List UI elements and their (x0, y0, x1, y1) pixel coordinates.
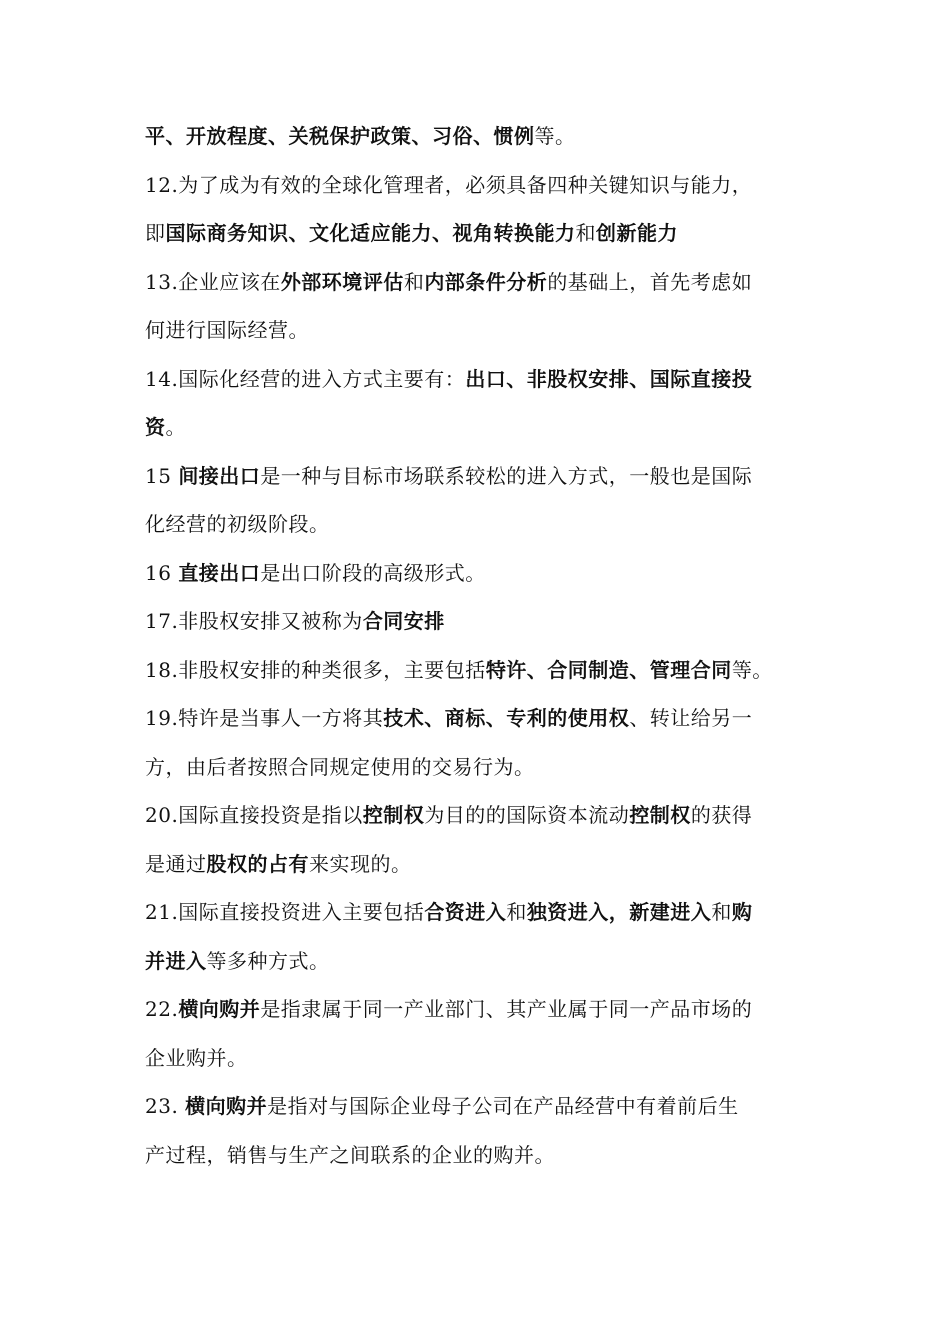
text-line (145, 452, 810, 501)
text-segment: 18.非股权安排的种类很多，主要包括 (145, 657, 486, 682)
text-line (145, 112, 810, 161)
text-line (145, 646, 810, 695)
bold-term: 独资进入，新建进入 (526, 900, 712, 924)
text-segment: 是出口阶段的高级形式。 (260, 560, 486, 585)
bold-term: 特许、合同制造、管理合同 (485, 657, 732, 682)
text-segment: 13.企业应该在 (145, 269, 281, 294)
text-line (145, 500, 810, 549)
bold-term: 平、开放程度、关税保护政策、习俗、惯例 (145, 124, 535, 148)
text-segment: 为目的的国际资本流动 (424, 803, 630, 827)
text-segment: 12.为了成为有效的全球化管理者，必须具备四种关键知识与能力， (145, 172, 753, 197)
bold-term: 国际商务知识、文化适应能力、视角转换能力 (165, 221, 576, 245)
text-segment: 和 (575, 221, 596, 245)
text-segment: 来实现的。 (309, 851, 412, 876)
bold-term: 技术、商标、专利的使用权 (383, 706, 630, 730)
text-segment: 的基础上，首先考虑如 (547, 269, 753, 294)
text-segment: 是指隶属于同一产业部门、其产业属于同一产品市场的 (260, 997, 753, 1021)
bold-term: 控制权 (629, 803, 691, 827)
bold-term: 间接出口 (178, 463, 261, 488)
text-segment: 16 (145, 560, 179, 585)
text-line (145, 1082, 810, 1131)
text-line (145, 258, 810, 307)
text-line (145, 403, 810, 452)
text-line (145, 161, 810, 210)
bold-term: 外部环境评估 (280, 269, 404, 294)
text-segment: 是通过 (145, 851, 207, 876)
text-line (145, 549, 810, 598)
bold-term: 并进入 (145, 948, 207, 973)
text-segment: 方，由后者按照合同规定使用的交易行为。 (145, 754, 535, 779)
text-line (145, 840, 810, 889)
text-segment: 23. (145, 1094, 186, 1118)
text-line (145, 1131, 810, 1180)
bold-term: 出口、非股权安排、国际直接投 (465, 366, 753, 391)
text-line (145, 694, 810, 743)
text-segment: 、转让给另一 (629, 706, 753, 730)
text-segment: 和 (506, 900, 527, 924)
text-line (145, 937, 810, 986)
text-segment: 。 (165, 415, 186, 439)
bold-term: 购 (731, 900, 753, 924)
text-segment: 是指对与国际企业母子公司在产品经营中有着前后生 (267, 1094, 739, 1118)
text-line (145, 743, 810, 792)
text-segment: 企业购并。 (145, 1045, 248, 1070)
text-segment: 和 (403, 269, 425, 294)
bold-term: 资 (145, 415, 166, 439)
text-segment: 14.国际化经营的进入方式主要有： (145, 366, 466, 391)
bold-term: 横向购并 (185, 1094, 268, 1118)
text-line (145, 597, 810, 646)
text-line (145, 791, 810, 840)
text-segment: 22. (145, 997, 179, 1021)
text-segment: 等。 (534, 124, 576, 148)
text-line (145, 888, 810, 937)
bold-term: 内部条件分析 (424, 269, 548, 294)
text-line (145, 306, 810, 355)
text-segment: 产过程，销售与生产之间联系的企业的购并。 (145, 1142, 555, 1167)
text-segment: 20.国际直接投资是指以 (145, 803, 363, 827)
bold-term: 合同安排 (362, 609, 445, 633)
text-segment: 和 (711, 900, 732, 924)
text-line (145, 1034, 810, 1083)
document-body (145, 112, 810, 1179)
text-segment: 21.国际直接投资进入主要包括 (145, 900, 425, 924)
text-segment: 等多种方式。 (206, 948, 330, 973)
text-segment: 19.特许是当事人一方将其 (145, 706, 384, 730)
bold-term: 横向购并 (178, 997, 261, 1021)
text-segment: 等。 (731, 657, 773, 682)
text-line (145, 209, 810, 258)
text-segment: 17.非股权安排又被称为 (145, 609, 363, 633)
text-segment: 即 (145, 221, 166, 245)
bold-term: 创新能力 (596, 221, 678, 245)
text-segment: 何进行国际经营。 (145, 318, 309, 342)
bold-term: 股权的占有 (206, 851, 309, 876)
bold-term: 控制权 (362, 803, 425, 827)
text-line (145, 355, 810, 404)
bold-term: 直接出口 (178, 560, 261, 585)
bold-term: 合资进入 (424, 900, 507, 924)
text-segment: 是一种与目标市场联系较松的进入方式，一般也是国际 (260, 463, 753, 488)
text-segment: 15 (145, 463, 179, 488)
text-segment: 化经营的初级阶段。 (145, 512, 330, 536)
text-segment: 的获得 (690, 803, 753, 827)
text-line (145, 985, 810, 1034)
